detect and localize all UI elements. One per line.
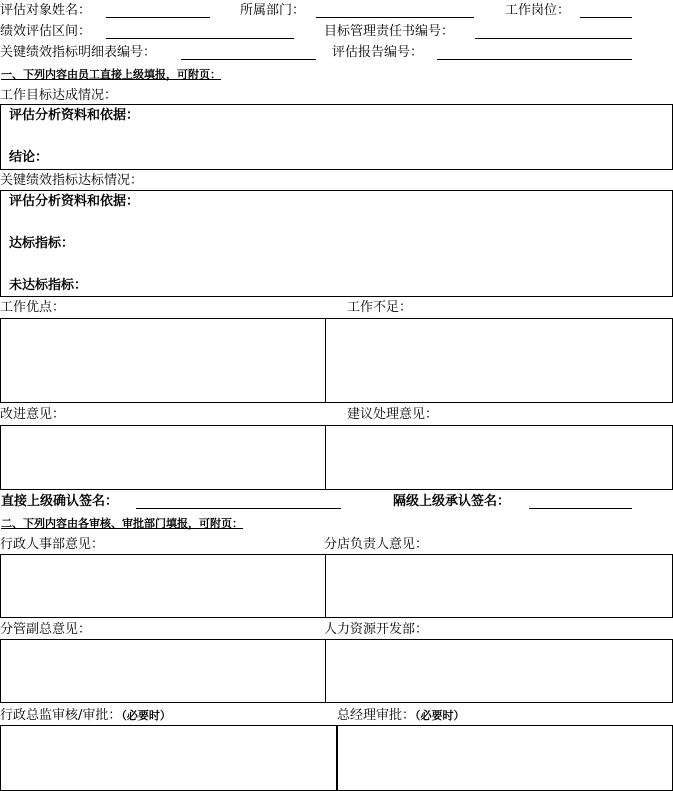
evaluation-period-field[interactable] <box>106 38 294 39</box>
skip-level-sign-label: 隔级上级承认签名： <box>393 494 511 509</box>
vp-box[interactable] <box>0 639 326 703</box>
vp-label: 分管副总意见： <box>0 622 92 637</box>
hr-admin-label: 行政人事部意见： <box>0 537 105 552</box>
branch-head-box[interactable] <box>325 554 673 618</box>
improvement-box[interactable] <box>0 425 326 490</box>
goal-achievement-label: 工作目标达成情况： <box>0 88 118 103</box>
hr-dev-label: 人力资源开发部： <box>324 622 429 637</box>
hr-admin-box[interactable] <box>0 554 326 618</box>
handling-box[interactable] <box>325 425 673 490</box>
hr-dev-box[interactable] <box>325 639 673 703</box>
kpi-status-label: 关键绩效指标达标情况： <box>0 173 144 188</box>
improvement-label: 改进意见： <box>0 407 66 422</box>
report-no-field[interactable] <box>437 59 632 60</box>
kpi-unmet-label: 未达标指标： <box>9 278 88 293</box>
kpi-detail-no-field[interactable] <box>181 59 316 60</box>
admin-director-box[interactable] <box>0 725 338 791</box>
goal-conclusion-label: 结论： <box>9 150 49 165</box>
weaknesses-label: 工作不足： <box>347 300 413 315</box>
report-no-label: 评估报告编号： <box>332 45 424 60</box>
position-field[interactable] <box>580 17 632 18</box>
direct-supervisor-sign-label: 直接上级确认签名： <box>1 494 119 509</box>
handling-label: 建议处理意见： <box>347 407 439 422</box>
strengths-box[interactable] <box>0 318 326 403</box>
gm-note: （必要时） <box>415 709 465 722</box>
goal-achievement-box[interactable] <box>0 104 673 170</box>
strengths-label: 工作优点： <box>0 300 66 315</box>
admin-director-note: （必要时） <box>121 709 171 722</box>
responsibility-doc-no-field[interactable] <box>475 38 632 39</box>
gm-text: 总经理审批： <box>337 708 416 723</box>
kpi-detail-no-label: 关键绩效指标明细表编号： <box>0 45 157 60</box>
gm-box[interactable] <box>336 725 673 791</box>
admin-director-text: 行政总监审核/审批： <box>0 708 122 723</box>
admin-director-label <box>0 708 171 724</box>
weaknesses-box[interactable] <box>325 318 673 403</box>
evaluatee-name-label: 评估对象姓名： <box>0 3 92 18</box>
responsibility-doc-no-label: 目标管理责任书编号： <box>324 24 455 39</box>
skip-level-sign-field[interactable] <box>529 508 632 509</box>
branch-head-label: 分店负责人意见： <box>324 537 429 552</box>
section1-title: 一、下列内容由员工直接上级填报，可附页： <box>1 68 221 81</box>
department-label: 所属部门： <box>240 3 306 18</box>
goal-basis-label: 评估分析资料和依据： <box>9 108 140 123</box>
evaluation-period-label: 绩效评估区间： <box>0 24 92 39</box>
section2-title: 二、下列内容由各审核、审批部门填报，可附页： <box>1 517 243 530</box>
gm-label <box>337 708 465 724</box>
direct-supervisor-sign-field[interactable] <box>136 508 341 509</box>
kpi-status-box[interactable] <box>0 190 673 297</box>
position-label: 工作岗位： <box>505 3 571 18</box>
department-field[interactable] <box>316 17 474 18</box>
kpi-basis-label: 评估分析资料和依据： <box>9 194 140 209</box>
kpi-met-label: 达标指标： <box>9 236 75 251</box>
evaluatee-name-field[interactable] <box>106 17 210 18</box>
